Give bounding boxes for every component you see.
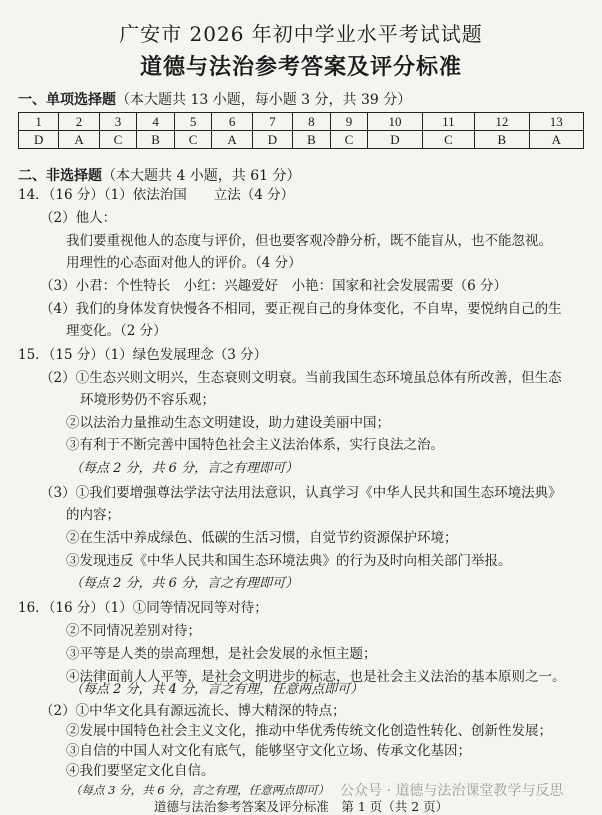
question-number-cell: 3	[99, 113, 137, 131]
answer-cell: C	[99, 131, 137, 149]
answer-cell: C	[174, 131, 212, 149]
section2-header	[18, 165, 301, 185]
q16-header: 16．（16 分）（1）①同等情况同等对待；	[18, 600, 268, 616]
answer-cell: D	[19, 131, 59, 149]
q15-part2-point3: ③有利于不断完善中国特色社会主义法治体系，实行良法之治。	[66, 437, 444, 453]
answer-key-title: 道德与法治参考答案及评分标准	[139, 54, 462, 80]
question-number-cell: 11	[422, 113, 475, 131]
q16-part1-point4: ④法律面前人人平等，是社会文明进步的标志，也是社会主义法治的基本原则之一。	[66, 669, 566, 685]
question-number-cell: 5	[174, 113, 212, 131]
section1-header	[18, 89, 411, 109]
answer-cell: B	[293, 131, 331, 149]
q16-part2-point4: ④我们要坚定文化自信。	[66, 763, 215, 779]
exam-title: 广安市 2026 年初中学业水平考试试题	[119, 22, 483, 46]
q14-header: 14．（16 分）（1）依法治国 立法（4 分）	[18, 187, 295, 203]
question-number-cell: 9	[330, 113, 368, 131]
question-number-cell: 6	[212, 113, 252, 131]
q16-part2-point2: ②发展中国特色社会主义文化，推动中华优秀传统文化创造性转化、创新性发展；	[66, 723, 552, 739]
q16-part1-scoring-note: （每点 2 分，共 4 分，言之有理，任意两点即可）	[70, 682, 364, 697]
section2-heading: 二、非选择题	[18, 168, 102, 184]
q15-part2-point1-line2: 环境形势仍不容乐观；	[80, 392, 215, 408]
q15-part3-point3: ③发现违反《中华人民共和国生态环境法典》的行为及时向相关部门举报。	[66, 553, 512, 569]
answer-cell: D	[252, 131, 292, 149]
q15-part2-point2: ②以法治力量推动生态文明建设，助力建设美丽中国；	[66, 415, 390, 431]
answer-cell: D	[368, 131, 422, 149]
answer-cell: B	[475, 131, 529, 149]
section1-heading: 一、单项选择题	[18, 92, 116, 108]
answer-table-answer-row	[19, 131, 584, 149]
page-footer: 道德与法治参考答案及评分标准 第 1 页（共 2 页）	[153, 799, 449, 814]
q16-part2-point3: ③自信的中国人对文化有底气，能够坚守文化立场、传承文化基因；	[66, 743, 471, 759]
question-number-cell: 7	[252, 113, 292, 131]
q15-part2-point1-line1: （2）①生态兴则文明兴，生态衰则文明衰。当前我国生态环境虽总体有所改善，但生态	[40, 370, 562, 386]
q14-part2-line1: 我们要重视他人的态度与评价，但也要客观冷静分析，既不能盲从，也不能忽视。	[66, 233, 552, 249]
question-number-cell: 2	[59, 113, 99, 131]
q15-part3-scoring-note: （每点 2 分，共 6 分，言之有理即可）	[70, 576, 299, 591]
answer-cell: B	[137, 131, 175, 149]
q16-part1-point3: ③平等是人类的崇高理想，是社会发展的永恒主题；	[66, 646, 377, 662]
watermark: 公众号 · 道德与法治课堂教学与反思	[340, 783, 564, 799]
answer-cell: A	[212, 131, 252, 149]
q16-part1-point2: ②不同情况差别对待；	[66, 623, 201, 639]
question-number-cell: 10	[368, 113, 422, 131]
section1-desc: （本大题共 13 小题，每小题 3 分，共 39 分）	[116, 92, 412, 108]
answer-cell: C	[330, 131, 368, 149]
section2-desc: （本大题共 4 小题，共 61 分）	[102, 168, 301, 184]
question-number-cell: 8	[293, 113, 331, 131]
q14-part3: （3）小君：个性特长 小红：兴趣爱好 小艳：国家和社会发展需要（6 分）	[40, 278, 507, 294]
q14-part2-header: （2）他人：	[40, 210, 117, 226]
q15-part3-point2: ②在生活中养成绿色、低碳的生活习惯，自觉节约资源保护环境；	[66, 530, 458, 546]
q14-part4-line2: 理变化。（2 分）	[66, 323, 167, 339]
q14-part4-line1: （4）我们的身体发育快慢各不相同，要正视自己的身体变化，不自卑，要悦纳自己的生	[40, 301, 562, 317]
answer-table	[18, 112, 584, 149]
answer-table-number-row	[19, 113, 584, 131]
q15-header: 15．（15 分）（1）绿色发展理念（3 分）	[18, 347, 268, 363]
question-number-cell: 12	[475, 113, 529, 131]
q15-part3-point1-line2: 的内容；	[66, 507, 120, 523]
question-number-cell: 13	[529, 113, 583, 131]
answer-cell: C	[422, 131, 475, 149]
q16-part2-scoring-note: （每点 3 分，共 6 分，言之有理，任意两点即可）	[70, 783, 330, 797]
question-number-cell: 4	[137, 113, 175, 131]
q15-part3-point1-line1: （3）①我们要增强尊法学法守法用法意识，认真学习《中华人民共和国生态环境法典》	[40, 485, 562, 501]
q15-part2-scoring-note: （每点 2 分，共 6 分，言之有理即可）	[70, 461, 299, 476]
question-number-cell: 1	[19, 113, 59, 131]
q16-part2-point1: （2）①中华文化具有源远流长、博大精深的特点；	[40, 703, 346, 719]
answer-cell: A	[529, 131, 583, 149]
q14-part2-line2: 用理性的心态面对他人的评价。（4 分）	[66, 255, 302, 271]
answer-cell: A	[59, 131, 99, 149]
